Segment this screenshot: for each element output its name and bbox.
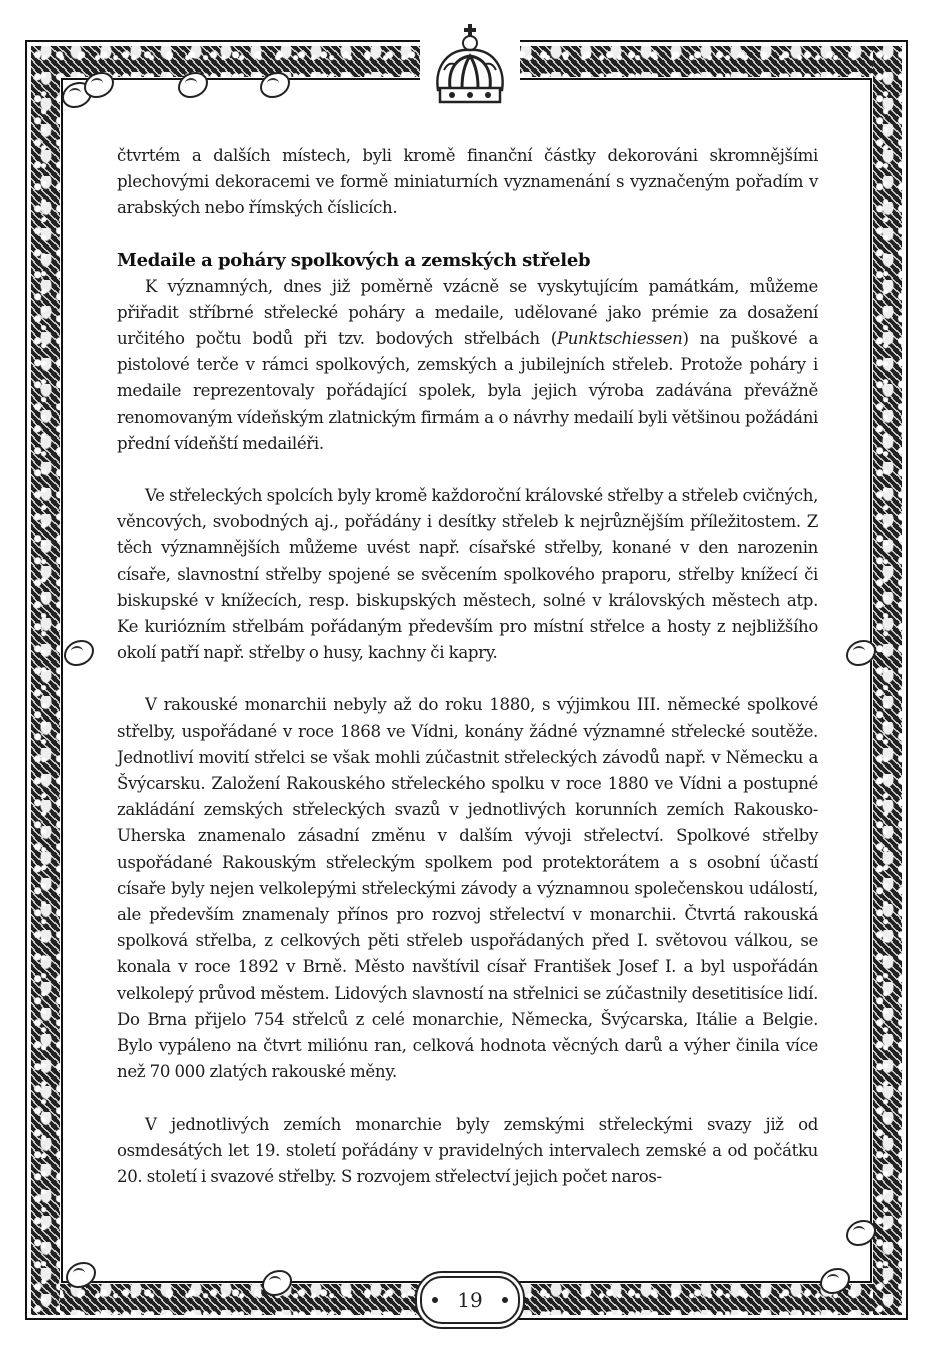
section-heading: Medaile a poháry spolkových a zemských střeleb	[117, 249, 591, 271]
paragraph: Ve střeleckých spolcích byly kromě každoroční královské střelby a střeleb cvičných, věncových, svobodných aj., pořádány i desítky střeleb k nejrůznějším příležitostem. Z těch významnějších můžeme uvést např. císařské střelby, konané v den narozenin císaře, slavnostní střelby spojené se svěcením spolkového praporu, střelby knížecí či biskupské v knížecích, resp. biskupských městech, solné v královských městech atp. Ke kuriózním střelbám pořádaným především pro místní střelce a hosty z nejbližšího okolí patří např. střelby o husy, kachny či kapry.	[117, 486, 818, 663]
paragraph-text: ) na puškové a pistolové terče v rámci spolkových, zemských a jubilejních střeleb. Protože poháry i medaile reprezentovaly pořádající spolek, byla jejich výroba zadávána převážně renomovaným vídeňským zlatnickým firmám a o návrhy medailí byli většinou požádáni přední vídeňští medailéři.	[117, 329, 818, 453]
dot-ornament-icon	[432, 1297, 438, 1303]
crown-icon	[420, 10, 520, 110]
paragraph	[117, 274, 818, 457]
paragraph: V jednotlivých zemích monarchie byly zemskými střeleckými svazy již od osmdesátých let 19. století pořádány v pravidelných intervalech zemské a od počátku 20. století i svazové střelby. S rozvojem střelectví jejich počet naros-	[117, 1114, 818, 1186]
text-column	[117, 143, 818, 1190]
paragraph: V rakouské monarchii nebyly až do roku 1880, s výjimkou III. německé spolkové střelby, uspořádané v roce 1868 ve Vídni, konány žádné významné střelecké soutěže. Jednotliví movití střelci se však mohli zúčastnit střeleckých závodů např. v Německu a Švýcarsku. Založení Rakouského střeleckého spolku v roce 1880 ve Vídni a postupné zakládání zemských střeleckých svazů v jednotlivých korunních zemích Rakousko-Uherska znamenalo zásadní změnu v dalším vývoji střelectví. Spolkové střelby uspořádané Rakouským střeleckým spolkem pod protektorátem a s osobní účastí císaře byly nejen velkolepými střeleckými závody a významnou společenskou událostí, ale především znamenaly přínos pro rozvoj střelectví v monarchii. Čtvrtá rakouská spolková střelba, z celkových pěti střeleb uspořádaných před I. světovou válkou, se konala v roce 1892 v Brně. Město navštívil císař František Josef I. a byl uspořádán velkolepý průvod městem. Lidových slavností na střelnici se zúčastnily desetitisíce lidí. Do Brna přijelo 754 střelců z celé monarchie, Německa, Švýcarska, Itálie a Belgie. Bylo vypáleno na čtvrt miliónu ran, celková hodnota věcných darů a výher činila více než 70 000 zlatých rakouské měny.	[117, 695, 818, 1082]
page-number-cartouche	[420, 1276, 520, 1324]
page-number: 19	[457, 1288, 483, 1312]
acanthus-border-right	[873, 46, 902, 1315]
dot-ornament-icon	[502, 1297, 508, 1303]
intro-paragraph: čtvrtém a dalších místech, byli kromě finanční částky dekorováni skromnějšími plechovými dekoracemi ve formě miniaturních vyznamenání s vyznačeným pořadím v arabských nebo římských číslicích.	[117, 146, 818, 218]
italic-term: Punktschiessen	[556, 329, 683, 349]
acanthus-border-left	[31, 46, 60, 1315]
paragraph-text: K významných, dnes již poměrně vzácně se vyskytujícím památkám, můžeme přiřadit stříbrné střelecké poháry a medaile, udělované jako prémie za dosažení určitého počtu bodů při tzv. bodových střelbách (	[117, 276, 818, 349]
